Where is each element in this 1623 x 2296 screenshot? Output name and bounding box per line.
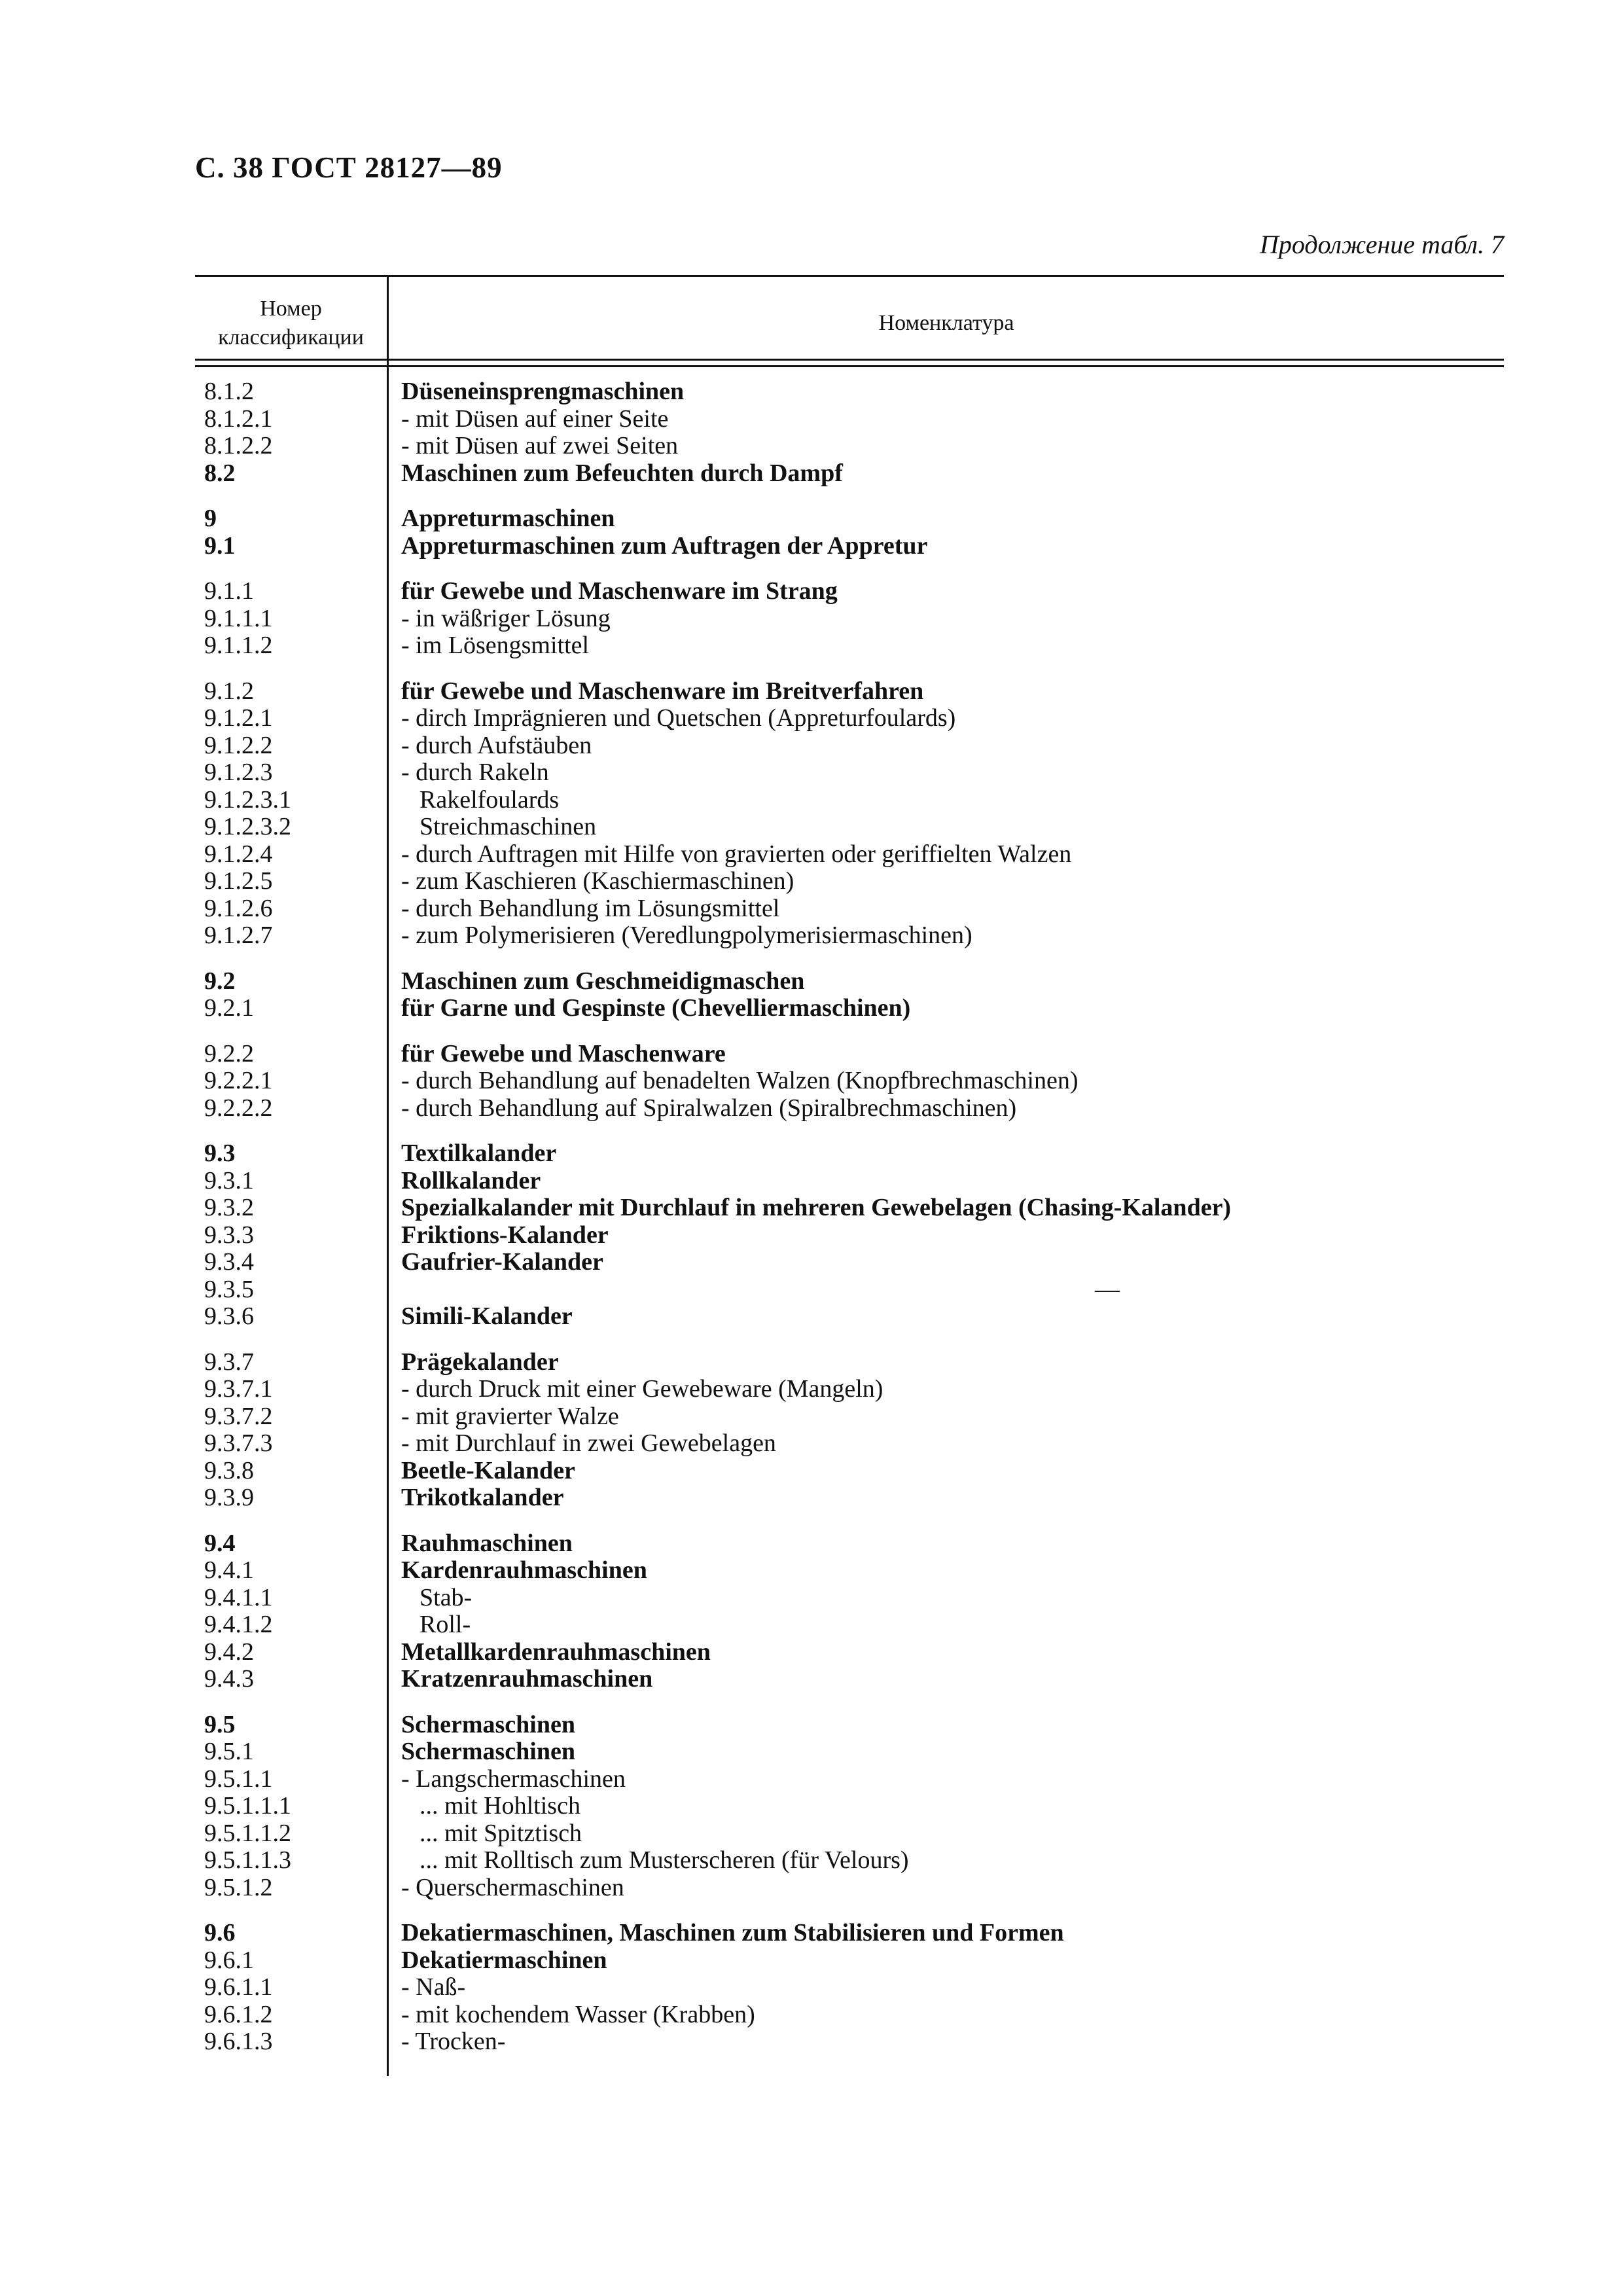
classification-number: 9.1: [204, 531, 236, 560]
table-row: [195, 1874, 1504, 1902]
classification-number: 9.6: [204, 1919, 236, 1946]
table-row: [195, 1530, 1504, 1558]
classification-number: 9.4: [204, 1529, 236, 1557]
classification-number: 9.1.2.3.2: [204, 813, 291, 840]
nomenclature-entry: für Gewebe und Maschenware im Strang: [401, 577, 838, 605]
classification-number: 9.5.1: [204, 1738, 254, 1765]
classification-number: 9.3.2: [204, 1194, 254, 1221]
table-row: [195, 1349, 1504, 1376]
table-row: [195, 1403, 1504, 1431]
nomenclature-entry: Appreturmaschinen zum Auftragen der Appretur: [401, 531, 928, 560]
table-row: [195, 505, 1504, 533]
nomenclature-entry: - durch Auftragen mit Hilfe von gravierten oder geriffielten Walzen: [401, 840, 1072, 868]
classification-number: 9.1.2.2: [204, 731, 273, 759]
column-header-nomenclature: Номенклатура: [878, 311, 1014, 335]
classification-number: 9.5.1.1: [204, 1765, 273, 1793]
classification-number: 9.1.2.5: [204, 867, 273, 895]
nomenclature-entry: Düseneinsprengmaschinen: [401, 378, 685, 405]
nomenclature-entry: - zum Polymerisieren (Veredlungpolymerisiermaschinen): [401, 922, 972, 949]
table-row: [195, 1639, 1504, 1666]
nomenclature-entry: Prägekalander: [401, 1348, 559, 1376]
table-row: [195, 1276, 1504, 1304]
table-row: [195, 1376, 1504, 1403]
table-row: [195, 2001, 1504, 2029]
nomenclature-entry: Metallkardenrauhmaschinen: [401, 1638, 711, 1666]
table-row: [195, 1820, 1504, 1848]
nomenclature-entry: - mit kochendem Wasser (Krabben): [401, 2000, 755, 2028]
classification-number: 8.1.2.1: [204, 404, 273, 433]
table-row: [195, 1766, 1504, 1793]
table-row: [195, 378, 1504, 406]
nomenclature-entry: Appreturmaschinen: [401, 505, 615, 532]
table-row: [195, 1585, 1504, 1612]
classification-number: 9.6.1.2: [204, 2000, 273, 2028]
column-header-code-line2: классификации: [218, 325, 364, 350]
nomenclature-entry: - Trocken-: [401, 2028, 506, 2055]
nomenclature-entry: Schermaschinen: [401, 1738, 575, 1765]
table-row: [195, 1458, 1504, 1485]
nomenclature-entry: Schermaschinen: [401, 1710, 575, 1738]
nomenclature-entry: Gaufrier-Kalander: [401, 1248, 603, 1276]
classification-number: 8.1.2: [204, 378, 254, 405]
classification-number: 9.6.1.1: [204, 1973, 273, 2001]
table-row: [195, 705, 1504, 732]
classification-number: 8.1.2.2: [204, 432, 273, 459]
table-row: [195, 787, 1504, 814]
nomenclature-entry: - durch Druck mit einer Gewebeware (Mangeln): [401, 1375, 883, 1403]
table-row: [195, 841, 1504, 869]
nomenclature-entry: - in wäßriger Lösung: [401, 604, 611, 632]
empty-entry-dash: —: [1095, 1275, 1120, 1303]
nomenclature-entry: - durch Behandlung im Lösungsmittel: [401, 894, 780, 922]
table-continuation-label: Продолжение табл. 7: [1259, 230, 1504, 259]
nomenclature-entry: Trikotkalander: [401, 1484, 564, 1511]
classification-number: 9.3.7.2: [204, 1402, 273, 1430]
classification-number: 9.5.1.1.3: [204, 1846, 291, 1874]
nomenclature-entry: für Gewebe und Maschenware im Breitverfahren: [401, 677, 924, 705]
classification-number: 9.2.2: [204, 1039, 254, 1067]
classification-number: 9.3.7.3: [204, 1429, 273, 1457]
table-row: [195, 2028, 1504, 2056]
nomenclature-entry: [387, 1276, 1504, 1304]
nomenclature-entry: - Langschermaschinen: [401, 1765, 626, 1793]
nomenclature-entry: - Querschermaschinen: [401, 1873, 624, 1901]
table-row: [195, 1974, 1504, 2001]
classification-number: 9.3.1: [204, 1166, 254, 1194]
table-row: [195, 1920, 1504, 1947]
table-row: [195, 1303, 1504, 1331]
classification-number: 9.4.3: [204, 1665, 254, 1693]
classification-number: 9.3.7.1: [204, 1375, 273, 1403]
table-row: [195, 578, 1504, 605]
classification-number: 9.2.1: [204, 994, 254, 1022]
classification-number: 9.1.2.3: [204, 759, 273, 786]
nomenclature-entry: ... mit Spitztisch: [419, 1819, 582, 1847]
classification-number: 9: [204, 505, 217, 532]
classification-number: 9.1.2.7: [204, 922, 273, 949]
classification-number: 9.3.9: [204, 1484, 254, 1511]
table-row: [195, 1041, 1504, 1068]
table-row: [195, 1222, 1504, 1249]
classification-number: 9.1.1: [204, 577, 254, 605]
column-header-code-line1: Номер: [260, 296, 322, 321]
table-row: [195, 922, 1504, 950]
table-row: [195, 460, 1504, 488]
table-row: [195, 632, 1504, 660]
table-row: [195, 533, 1504, 560]
page-header: С. 38 ГОСТ 28127—89: [195, 151, 503, 184]
classification-table: [195, 275, 1504, 2076]
classification-number: 9.3.8: [204, 1456, 254, 1484]
nomenclature-entry: Dekatiermaschinen: [401, 1946, 607, 1974]
classification-number: 9.4.1.1: [204, 1583, 273, 1611]
classification-number: 9.1.2.3.1: [204, 785, 291, 814]
nomenclature-entry: Roll-: [419, 1611, 471, 1638]
nomenclature-entry: - im Lösengsmittel: [401, 632, 590, 659]
nomenclature-entry: Friktions-Kalander: [401, 1221, 609, 1249]
table-row: [195, 1738, 1504, 1766]
nomenclature-entry: Beetle-Kalander: [401, 1456, 575, 1484]
nomenclature-entry: - durch Rakeln: [401, 759, 549, 786]
table-row: [195, 605, 1504, 633]
nomenclature-entry: für Gewebe und Maschenware: [401, 1039, 726, 1067]
nomenclature-entry: - dirch Imprägnieren und Quetschen (Appreturfoulards): [401, 704, 956, 732]
nomenclature-entry: Rollkalander: [401, 1166, 541, 1194]
nomenclature-entry: Kratzenrauhmaschinen: [401, 1665, 653, 1693]
table-row: [195, 1067, 1504, 1095]
nomenclature-entry: Kardenrauhmaschinen: [401, 1556, 647, 1584]
classification-number: 9.3.7: [204, 1348, 254, 1376]
nomenclature-entry: Textilkalander: [401, 1139, 557, 1167]
classification-number: 9.2.2.1: [204, 1067, 273, 1094]
table-row: [195, 1947, 1504, 1975]
classification-number: 9.2.2.2: [204, 1094, 273, 1122]
nomenclature-entry: - durch Behandlung auf benadelten Walzen (Knopfbrechmaschinen): [401, 1067, 1079, 1094]
table-row: [195, 1557, 1504, 1585]
table-row: [195, 678, 1504, 706]
nomenclature-entry: - mit Düsen auf einer Seite: [401, 404, 669, 433]
table-header-rule-double: [195, 365, 1504, 367]
classification-number: 9.1.2.4: [204, 840, 273, 868]
classification-number: 9.1.2.1: [204, 704, 273, 732]
nomenclature-entry: Spezialkalander mit Durchlauf in mehreren Gewebelagen (Chasing-Kalander): [401, 1194, 1232, 1221]
classification-number: 9.5.1.2: [204, 1873, 273, 1901]
nomenclature-entry: Maschinen zum Befeuchten durch Dampf: [401, 459, 843, 487]
classification-number: 9.4.2: [204, 1638, 254, 1666]
table-row: [195, 433, 1504, 460]
classification-number: 9.1.2: [204, 677, 254, 705]
table-row: [195, 1847, 1504, 1874]
nomenclature-entry: - mit Durchlauf in zwei Gewebelagen: [401, 1429, 776, 1457]
classification-number: 9.1.2.6: [204, 894, 273, 922]
table-row: [195, 732, 1504, 760]
table-row: [195, 968, 1504, 996]
nomenclature-entry: - durch Behandlung auf Spiralwalzen (Spiralbrechmaschinen): [401, 1094, 1017, 1122]
table-row: [195, 814, 1504, 841]
nomenclature-entry: - durch Aufstäuben: [401, 731, 592, 759]
nomenclature-entry: - mit gravierter Walze: [401, 1402, 619, 1430]
table-row: [195, 1140, 1504, 1168]
classification-number: 9.4.1: [204, 1556, 254, 1584]
classification-number: 9.5: [204, 1710, 236, 1738]
table-row: [195, 895, 1504, 923]
classification-number: 9.3.4: [204, 1248, 254, 1276]
nomenclature-entry: - mit Düsen auf zwei Seiten: [401, 432, 679, 459]
nomenclature-entry: Simili-Kalander: [401, 1302, 573, 1330]
column-header-code: [195, 295, 387, 352]
nomenclature-entry: Streichmaschinen: [419, 813, 597, 840]
nomenclature-entry: Rakelfoulards: [419, 785, 560, 814]
classification-number: 9.3.5: [204, 1275, 254, 1303]
table-row: [195, 1249, 1504, 1276]
table-row: [195, 1194, 1504, 1222]
nomenclature-entry: Stab-: [419, 1583, 473, 1611]
classification-number: 9.1.1.1: [204, 604, 273, 632]
classification-number: 9.3.6: [204, 1302, 254, 1330]
classification-number: 9.6.1.3: [204, 2028, 273, 2055]
table-row: [195, 759, 1504, 787]
table-header-rule: [195, 359, 1504, 361]
table-body: [195, 378, 1504, 2056]
nomenclature-entry: Rauhmaschinen: [401, 1529, 573, 1557]
table-row: [195, 406, 1504, 433]
classification-number: 9.6.1: [204, 1946, 254, 1974]
classification-number: 9.3: [204, 1139, 236, 1167]
classification-number: 9.5.1.1.1: [204, 1792, 291, 1820]
classification-number: 8.2: [204, 459, 236, 487]
table-row: [195, 1666, 1504, 1693]
classification-number: 9.3.3: [204, 1221, 254, 1249]
classification-number: 9.1.1.2: [204, 632, 273, 659]
table-row: [195, 1793, 1504, 1820]
nomenclature-entry: Maschinen zum Geschmeidigmaschen: [401, 967, 805, 995]
table-row: [195, 868, 1504, 895]
nomenclature-entry: ... mit Rolltisch zum Musterscheren (für Velours): [419, 1846, 909, 1874]
classification-number: 9.4.1.2: [204, 1611, 273, 1638]
table-row: [195, 1095, 1504, 1122]
table-row: [195, 1712, 1504, 1739]
table-row: [195, 995, 1504, 1022]
nomenclature-entry: ... mit Hohltisch: [419, 1792, 580, 1820]
nomenclature-entry: Dekatiermaschinen, Maschinen zum Stabilisieren und Formen: [401, 1919, 1064, 1946]
nomenclature-entry: für Garne und Gespinste (Chevelliermaschinen): [401, 994, 911, 1022]
classification-number: 9.5.1.1.2: [204, 1819, 291, 1847]
table-top-rule: [195, 275, 1504, 277]
nomenclature-entry: - Naß-: [401, 1973, 466, 2001]
table-row: [195, 1611, 1504, 1639]
table-row: [195, 1430, 1504, 1458]
table-row: [195, 1168, 1504, 1195]
nomenclature-entry: - zum Kaschieren (Kaschiermaschinen): [401, 867, 794, 895]
classification-number: 9.2: [204, 967, 236, 995]
table-row: [195, 1484, 1504, 1512]
